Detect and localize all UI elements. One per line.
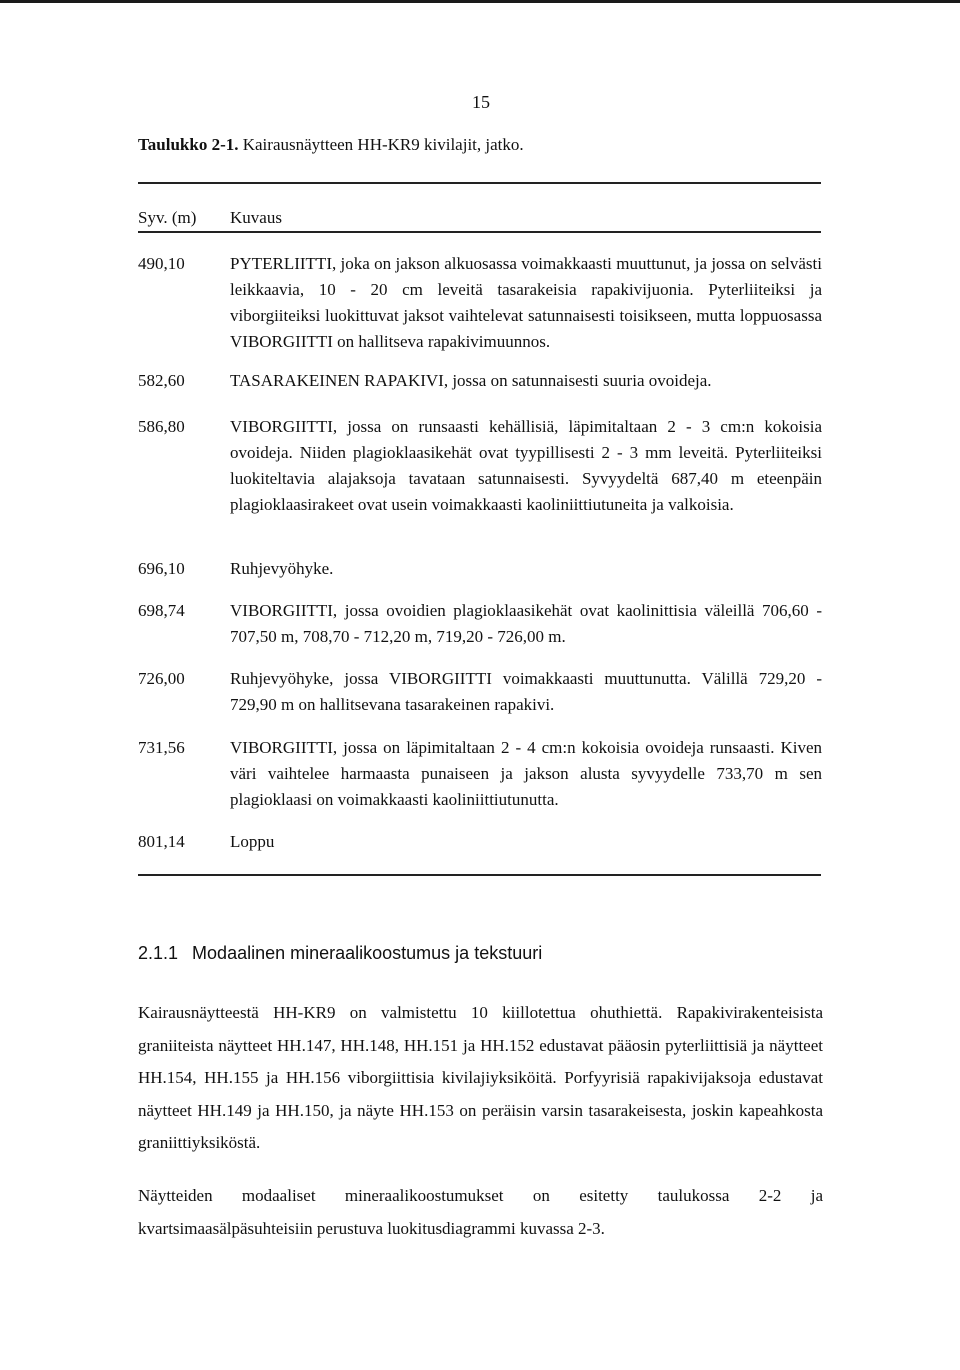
page-number: 15 bbox=[472, 92, 490, 112]
table-bottom-rule bbox=[138, 874, 821, 876]
column-header-description: Kuvaus bbox=[230, 208, 282, 227]
table-header-rule bbox=[138, 231, 821, 233]
row-description: VIBORGIITTI, jossa on läpimitaltaan 2 - 4 cm:n kokoisia ovoideja runsaasti. Kiven väri vaihtelee harmaasta punaiseen ja jakson alusta syvyydelle 733,70 m sen plagioklaasi on voimakkaasti kaoliniittiutunutta. bbox=[230, 738, 822, 809]
table-top-rule bbox=[138, 182, 821, 184]
row-depth: 801,14 bbox=[138, 832, 185, 851]
table-caption-text: Kairausnäytteen HH-KR9 kivilajit, jatko. bbox=[242, 135, 524, 154]
row-description: VIBORGIITTI, jossa ovoidien plagioklaasikehät ovat kaolinittisia väleillä 706,60 - 707,50 m, 708,70 - 712,20 m, 719,20 - 726,00 m. bbox=[230, 601, 822, 646]
table-caption-label: Taulukko 2-1. bbox=[138, 135, 239, 154]
row-description: VIBORGIITTI, jossa on runsaasti kehällisiä, läpimitaltaan 2 - 3 cm:n kokoisia ovoideja. Niiden plagioklaasikehät ovat tyypillisesti 2 - 3 mm leveitä. Pyterliiteiksi luokiteltavia alajaksoja tavataan satunnaisesti. Syvyydeltä 687,40 m eteenpäin plagioklaasirakeet ovat usein voimakkaasti kaoliniittiutuneita ja valkoisia. bbox=[230, 417, 822, 514]
row-depth: 726,00 bbox=[138, 669, 185, 688]
section-number: 2.1.1 bbox=[138, 943, 179, 963]
body-paragraph: Näytteiden modaaliset mineraalikoostumukset on esitetty taulukossa 2-2 ja kvartsimaasälpäsuhteisiin perustuva luokitusdiagrammi kuvassa 2-3. bbox=[138, 1186, 823, 1238]
row-depth: 696,10 bbox=[138, 559, 185, 578]
scan-top-edge bbox=[0, 0, 960, 3]
section-heading bbox=[138, 943, 542, 964]
row-description: Loppu bbox=[230, 832, 275, 851]
row-depth: 698,74 bbox=[138, 601, 185, 620]
table-caption bbox=[138, 135, 524, 155]
row-description: PYTERLIITTI, joka on jakson alkuosassa voimakkaasti muuttunut, ja jossa on selvästi leikkaavia, 10 - 20 cm leveitä tasarakeisia rapakivijuonia. Pyterliiteiksi ja viborgiiteiksi luokittuvat jaksot vaihtelevat satunnaisesti toisikseen, mutta loppuosassa VIBORGIITTI on hallitseva rapakivimuunnos. bbox=[230, 254, 822, 351]
row-depth: 582,60 bbox=[138, 371, 185, 390]
row-description: Ruhjevyöhyke, jossa VIBORGIITTI voimakkaasti muuttunutta. Välillä 729,20 - 729,90 m on hallitsevana tasarakeinen rapakivi. bbox=[230, 669, 822, 714]
row-depth: 586,80 bbox=[138, 417, 185, 436]
row-depth: 490,10 bbox=[138, 254, 185, 273]
row-depth: 731,56 bbox=[138, 738, 185, 757]
column-header-depth: Syv. (m) bbox=[138, 208, 197, 227]
body-paragraph: Kairausnäytteestä HH-KR9 on valmistettu 10 kiillotettua ohuthiettä. Rapakivirakenteisista graniiteista näytteet HH.147, HH.148, HH.151 ja HH.152 edustavat pääosin pyterliittisiä ja näytteet HH.154, HH.155 ja HH.156 viborgiittisia kivilajiyksiköitä. Porfyyrisiä rapakivijaksoja edustavat näytteet HH.149 ja HH.150, ja näyte HH.153 on peräisin varsin tasarakeisesta, joskin kapeahkosta graniittiyksiköstä. bbox=[138, 1003, 823, 1152]
section-title: Modaalinen mineraalikoostumus ja tekstuuri bbox=[192, 943, 543, 963]
row-description: TASARAKEINEN RAPAKIVI, jossa on satunnaisesti suuria ovoideja. bbox=[230, 371, 712, 390]
row-description: Ruhjevyöhyke. bbox=[230, 559, 334, 578]
